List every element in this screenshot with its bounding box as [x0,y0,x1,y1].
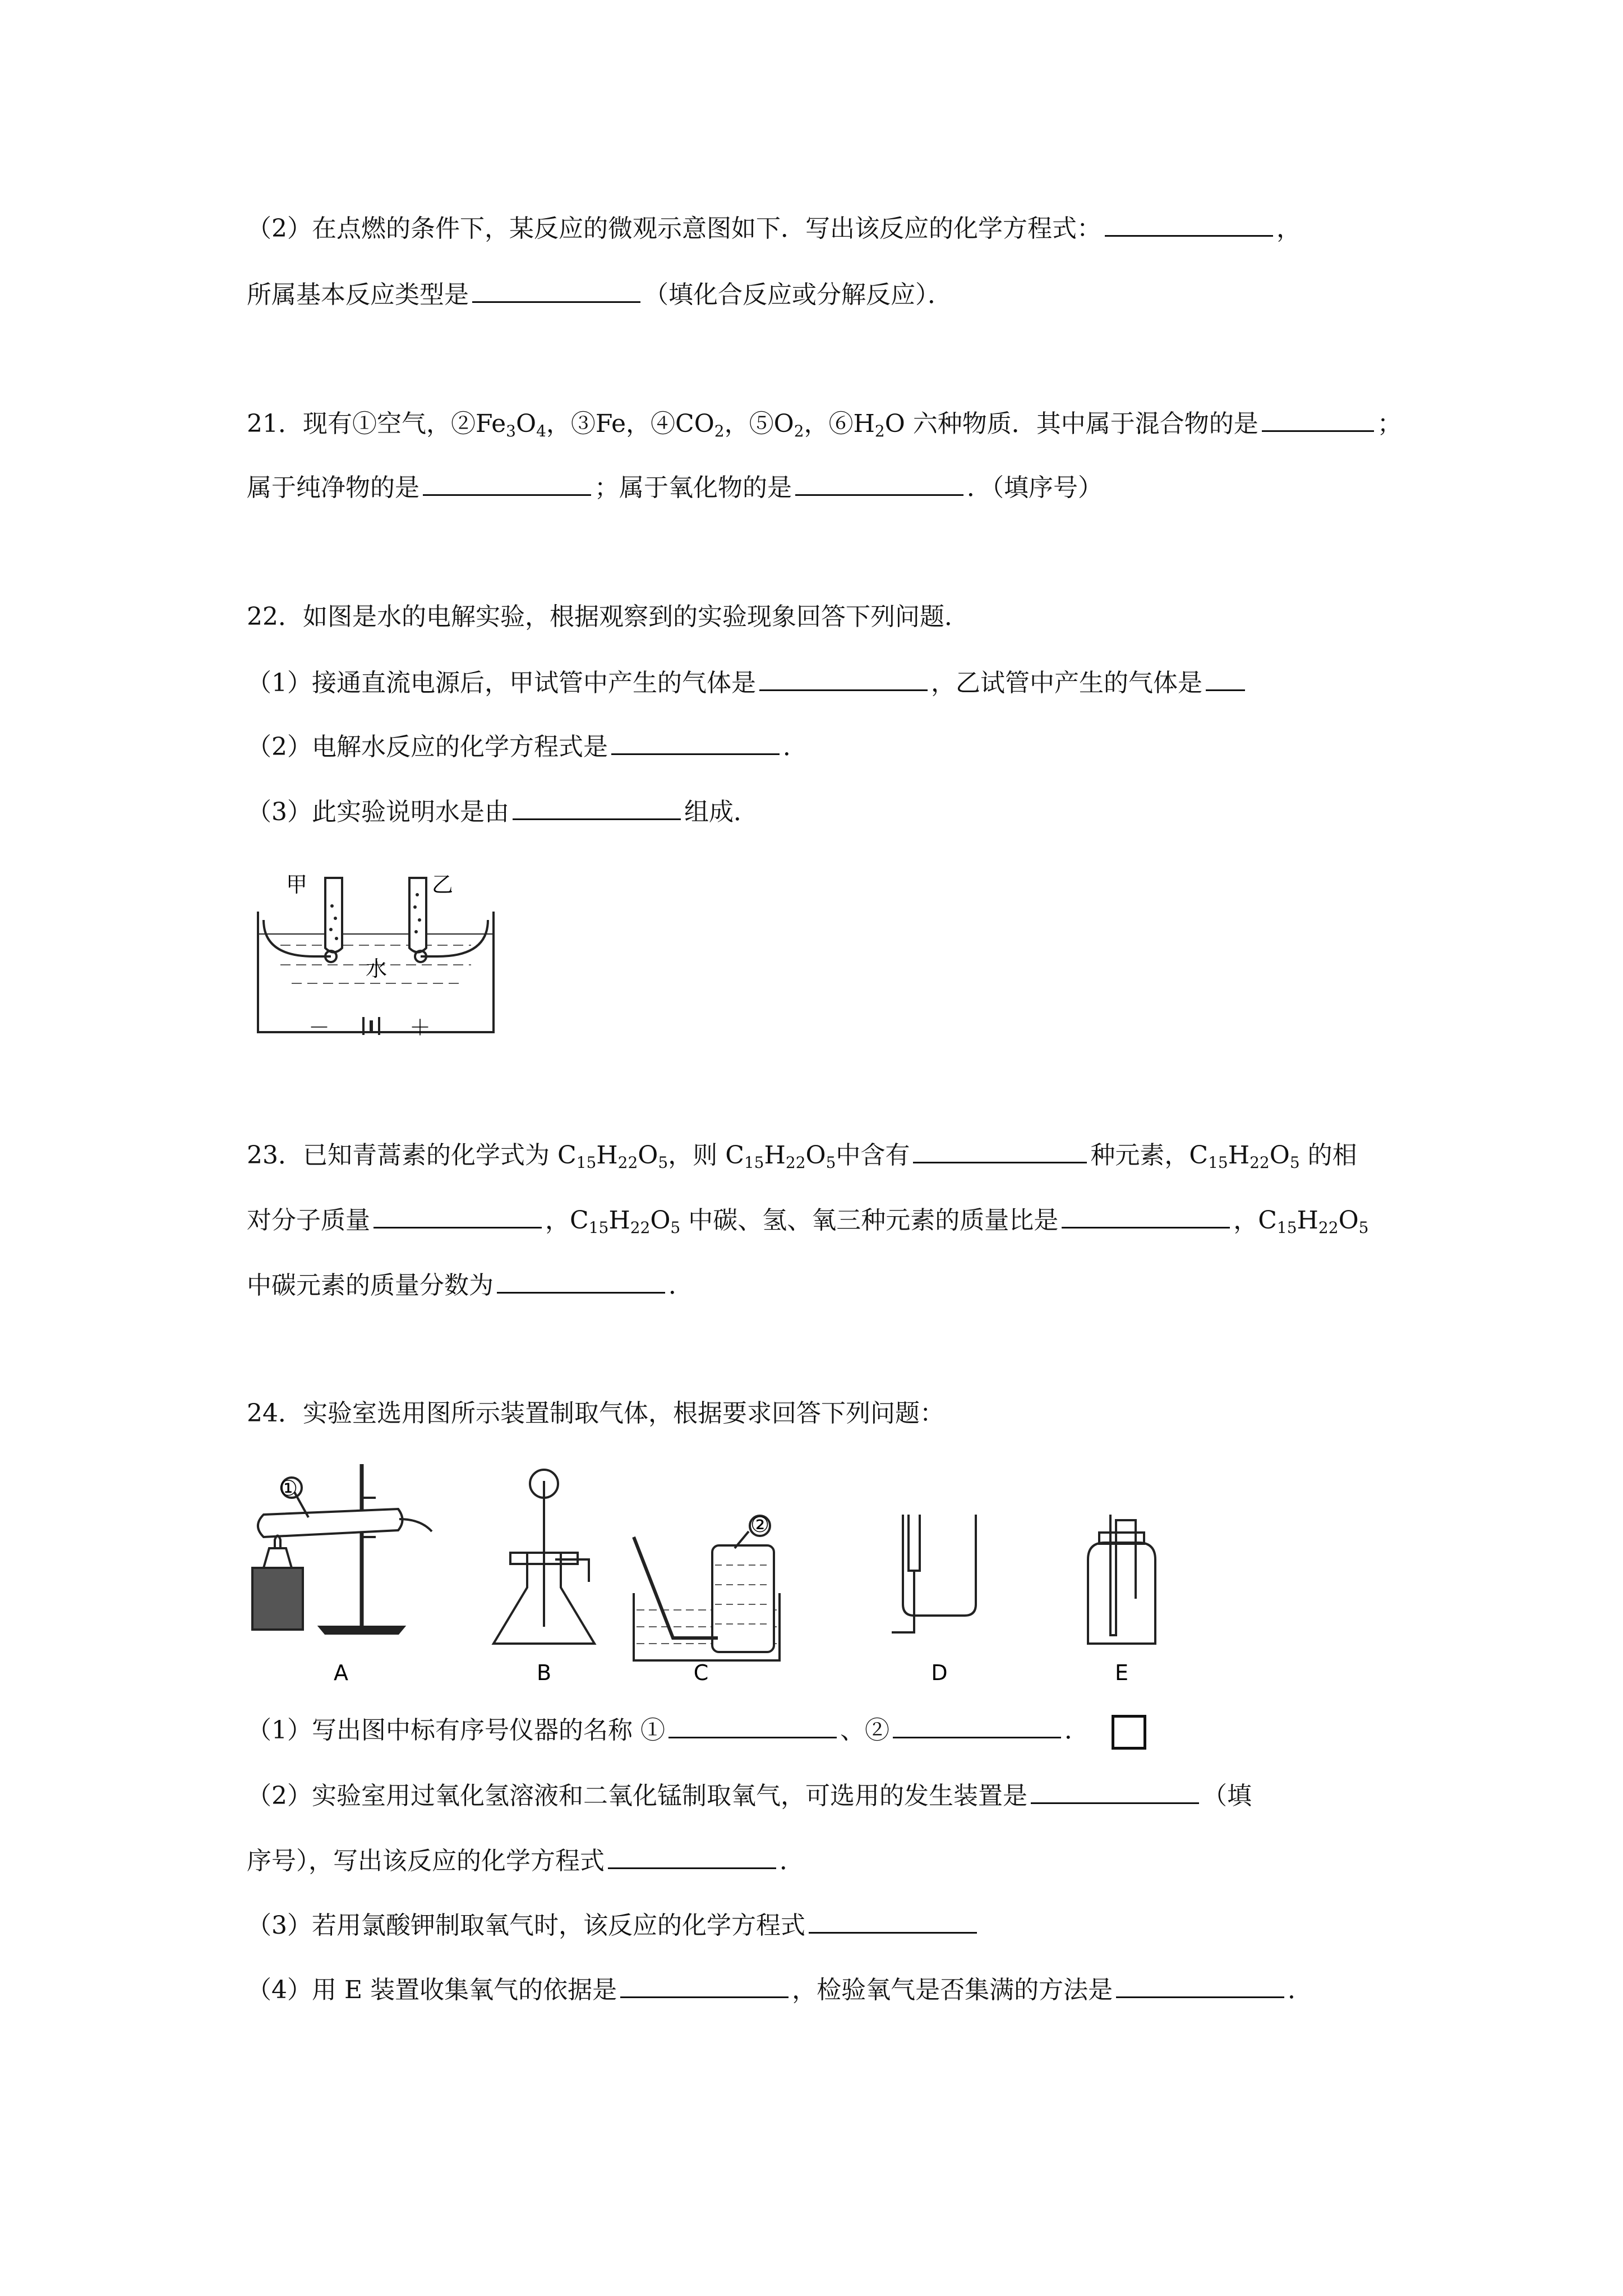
checkbox-square[interactable] [1112,1715,1146,1750]
q22-title: 22．如图是水的电解实验，根据观察到的实验现象回答下列问题． [247,602,969,631]
answer-blank[interactable] [1062,1204,1230,1228]
label-yi: 乙 [432,872,454,897]
q22-sub2: （2）电解水反应的化学方程式是 ． [247,730,808,764]
label-d: D [931,1660,948,1685]
mark-2: ② [750,1512,770,1537]
q21-line1: 21．现有①空气，$②Fe_3O_4$，③Fe，$④CO_2$，$⑤O_2$，$⑥H_2O$ 六种物质．其中属于混合物的是 ； [247,407,1402,441]
q24-sub1: （1）写出图中标有序号仪器的名称 ① 、② ． [247,1714,1146,1750]
answer-blank[interactable] [1206,667,1245,691]
q24-title: 24．实验室选用图所示装置制取气体，根据要求回答下列问题： [247,1399,944,1428]
q22-sub3: （3）此实验说明水是由 组成． [247,795,758,829]
q23-line2: 对分子质量 ，$C_{15}H_{22}O_5$ 中碳、氢、氧三种元素的质量比是 ，$C_{15}H_{22}O_5$ [247,1204,1368,1237]
q23-line1: 23．已知青蒿素的化学式为 $C_{15}H_{22}O_5$，则 $C_{15}H_{22}O_5$中含有 种元素，$C_{15}H_{22}O_5$ 的相 [247,1139,1357,1172]
answer-blank[interactable] [1031,1780,1199,1804]
q20-line2: 所属基本反应类型是 （填化合反应或分解反应）． [247,278,952,312]
label-minus: － [308,1015,330,1040]
label-b: B [536,1660,552,1685]
q22-sub1: （1）接通直流电源后，甲试管中产生的气体是 ，乙试管中产生的气体是 [247,666,1248,700]
answer-blank[interactable] [1116,1974,1284,1998]
answer-blank[interactable] [759,667,928,691]
answer-blank[interactable] [472,279,640,303]
answer-blank[interactable] [620,1974,789,1998]
answer-blank[interactable] [513,796,681,820]
apparatus-figure [241,1458,1195,1694]
answer-blank[interactable] [374,1204,542,1228]
label-plus: ＋ [409,1015,431,1040]
label-water: 水 [366,956,388,981]
q24-sub2a: （2）实验室用过氧化氢溶液和二氧化锰制取氧气，可选用的发生装置是 （填 [247,1779,1252,1813]
q24-sub2b: 序号），写出该反应的化学方程式 ． [247,1844,804,1878]
mark-1: ① [278,1476,298,1501]
q24-sub4: （4）用 E 装置收集氧气的依据是 ，检验氧气是否集满的方法是 ． [247,1973,1312,2007]
label-a: A [334,1660,348,1685]
answer-blank[interactable] [1105,213,1273,237]
answer-blank[interactable] [497,1269,665,1294]
label-e: E [1114,1660,1129,1685]
answer-blank[interactable] [809,1910,977,1934]
answer-blank[interactable] [795,472,963,496]
label-jia: 甲 [286,872,308,897]
answer-blank[interactable] [611,731,780,755]
answer-blank[interactable] [913,1139,1087,1163]
q21-line2: 属于纯净物的是 ；属于氧化物的是 ．（填序号） [247,471,1103,505]
q24-sub3: （3）若用氯酸钾制取氧气时，该反应的化学方程式 [247,1909,980,1943]
label-c: C [693,1660,709,1685]
q20-line1: （2）在点燃的条件下，某反应的微观示意图如下．写出该反应的化学方程式： ， [247,212,1301,246]
electrolysis-figure [247,867,505,1041]
answer-blank[interactable] [423,472,591,496]
answer-blank[interactable] [668,1714,837,1738]
answer-blank[interactable] [1262,408,1374,432]
answer-blank[interactable] [608,1845,776,1869]
q23-line3: 中碳元素的质量分数为 ． [247,1269,693,1303]
answer-blank[interactable] [893,1714,1061,1738]
